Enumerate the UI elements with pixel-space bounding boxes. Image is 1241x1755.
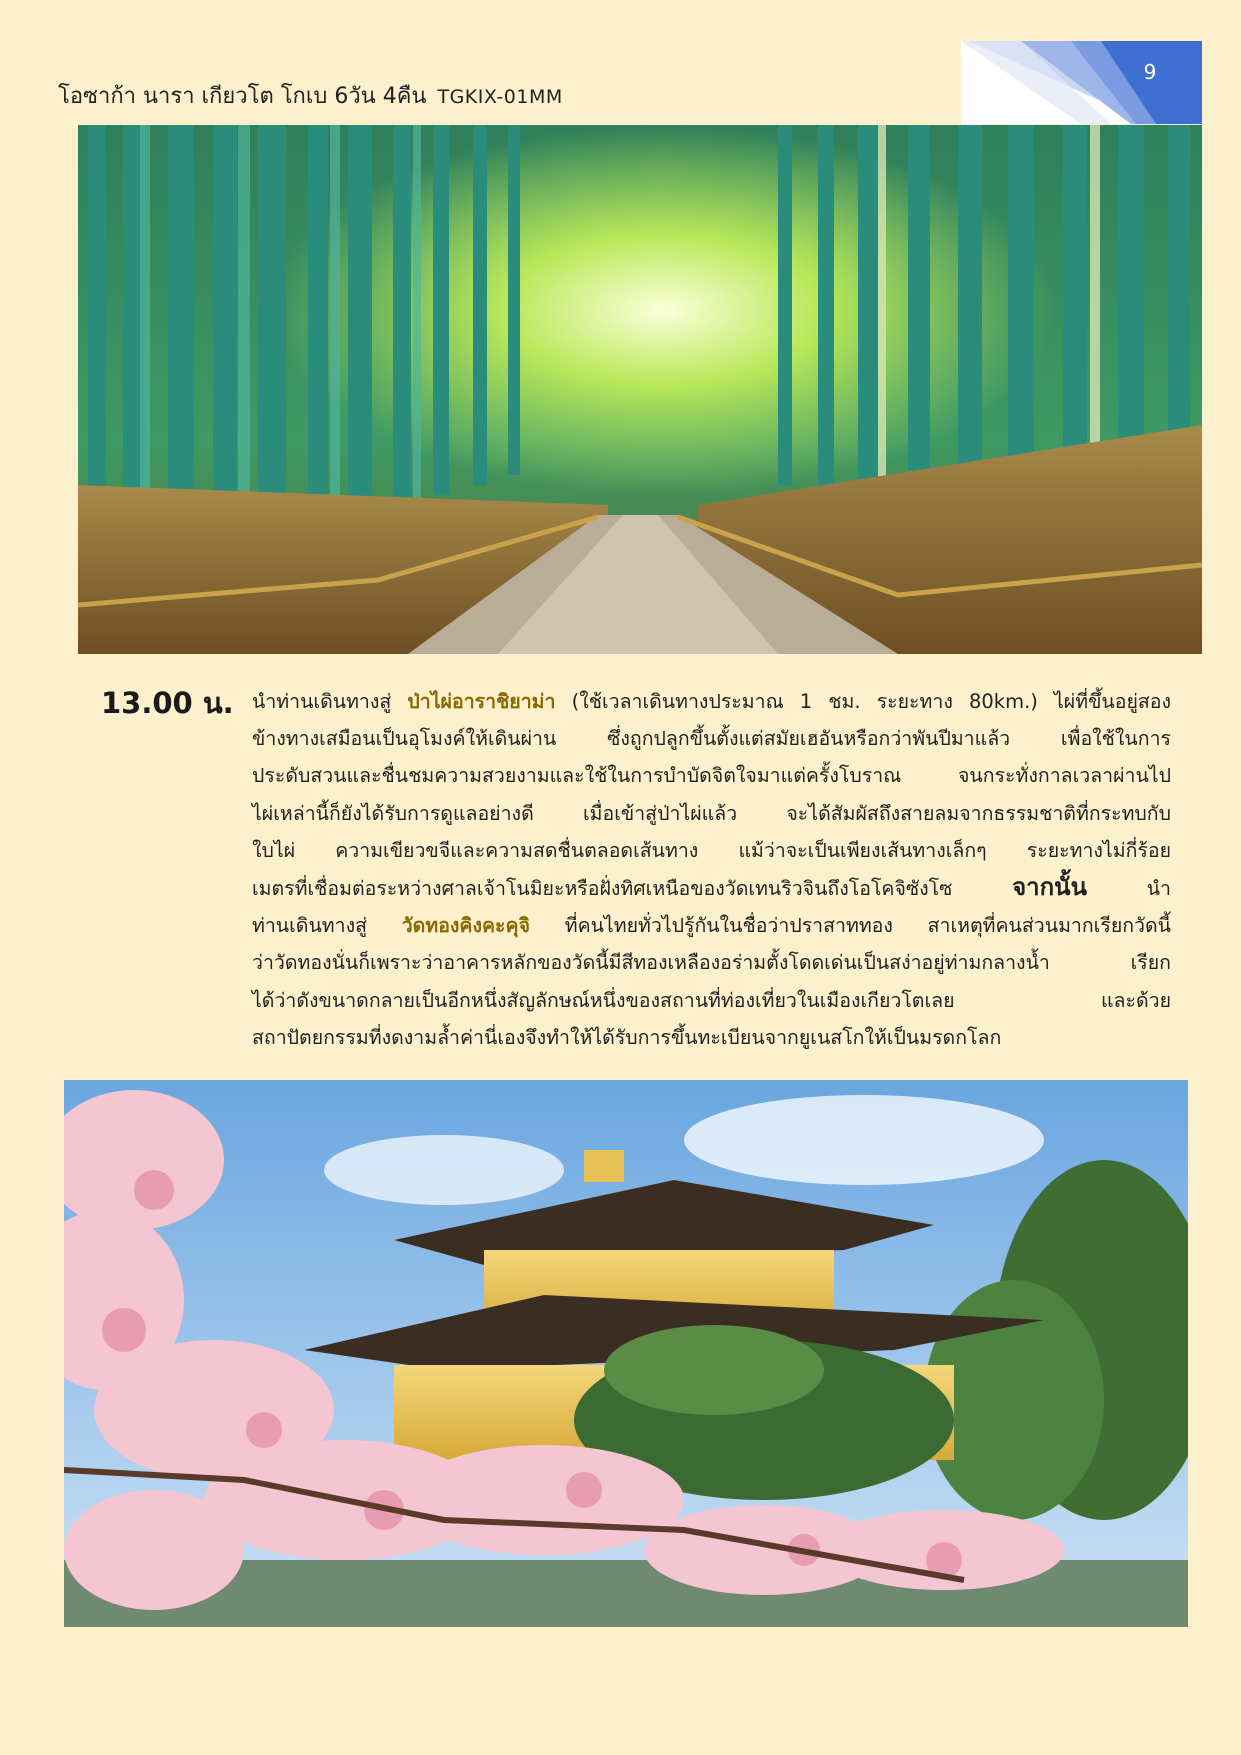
text-run: (ใช้เวลาเดินทางประมาณ 1 ชม. ระยะทาง 80km.) ไผ่ที่ขึ้นอยู่สอง <box>555 690 1171 713</box>
emphasis-text: จากนั้น <box>1012 873 1087 902</box>
description-line <box>252 869 1171 907</box>
text-run: ที่คนไทยทั่วไปรู้กันในชื่อว่าปราสาททอง สาเหตุที่คนส่วนมากเรียกวัดนี้ <box>530 914 1171 938</box>
text-run: เมตรที่เชื่อมต่อระหว่างศาลเจ้าโนมิยะหรือฝั่งทิศเหนือของวัดเทนริวจินถึงโอโคจิซังโซ <box>252 877 1013 901</box>
page-number: 9 <box>1143 60 1157 84</box>
description-line: ข้างทางเสมือนเป็นอุโมงค์ให้เดินผ่าน ซึ่งถูกปลูกขึ้นตั้งแต่สมัยเฮอันหรือกว่าพันปีมาแล้ว เพื่อใช้ในการ <box>252 727 1171 751</box>
itinerary-time: 13.00 น. <box>101 686 234 720</box>
text-run: ท่านเดินทางสู่ <box>252 914 402 938</box>
text-run: นำ <box>1086 877 1171 901</box>
description-line <box>252 907 1171 944</box>
description-line: ว่าวัดทองนั่นก็เพราะว่าอาคารหลักของวัดนี้มีสีทองเหลืองอร่ามตั้งโดดเด่นเป็นสง่าอยู่ท่ามกลางน้ำ เรียก <box>252 951 1171 975</box>
itinerary-description <box>252 683 1171 1056</box>
tour-code: TGKIX-01MM <box>437 86 563 108</box>
place-highlight-kinkakuji: วัดทองคิงคะคุจิ <box>401 914 530 938</box>
place-highlight-arashiyama: ป่าไผ่อาราชิยาม่า <box>407 690 556 713</box>
description-line: ได้ว่าดังขนาดกลายเป็นอีกหนึ่งสัญลักษณ์หนึ่งของสถานที่ท่องเที่ยวในเมืองเกียวโตเลย และด้วย <box>252 988 1171 1012</box>
description-line <box>252 683 1171 720</box>
bamboo-forest-photo <box>78 125 1202 654</box>
description-line: ประดับสวนและชื่นชมความสวยงามและใช้ในการบำบัดจิตใจมาแต่ครั้งโบราณ จนกระทั่งกาลเวลาผ่านไป <box>252 764 1171 788</box>
trip-title: โอซาก้า นารา เกียวโต โกเบ 6วัน 4คืน <box>58 84 427 109</box>
description-line: ไผ่เหล่านี้ก็ยังได้รับการดูแลอย่างดี เมื่อเข้าสู่ป่าไผ่แล้ว จะได้สัมผัสถึงสายลมจากธรรมชาติที่กระทบกับ <box>252 801 1171 825</box>
text-run: นำท่านเดินทางสู่ <box>252 690 408 713</box>
description-line: ใบไผ่ ความเขียวขจีและความสดชื่นตลอดเส้นทาง แม้ว่าจะเป็นเพียงเส้นทางเล็กๆ ระยะทางไม่กี่ร้อย <box>252 838 1171 862</box>
description-line: สถาปัตยกรรมที่งดงามล้ำค่านี่เองจึงทำให้ได้รับการขึ้นทะเบียนจากยูเนสโกให้เป็นมรดกโลก <box>252 1025 1002 1049</box>
document-header <box>58 78 563 113</box>
golden-pavilion-photo <box>64 1080 1188 1627</box>
